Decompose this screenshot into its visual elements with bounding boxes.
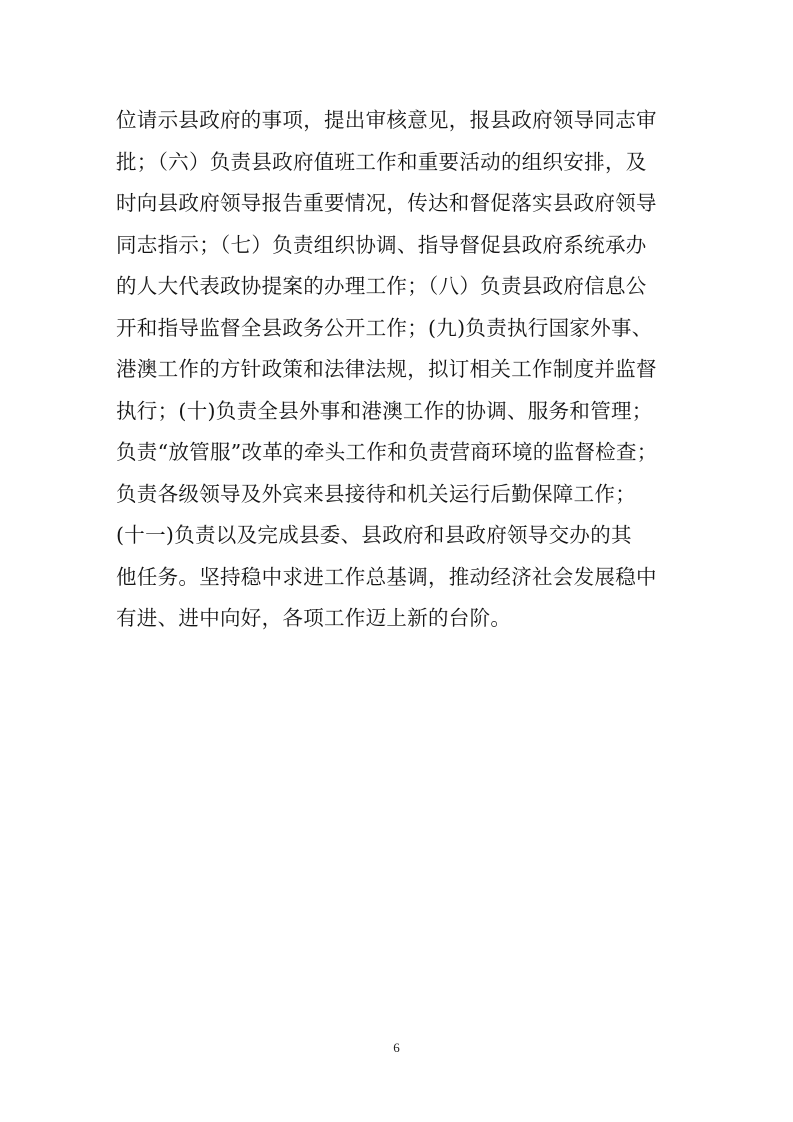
text-line: 他任务。坚持稳中求进工作总基调，推动经济社会发展稳中 — [116, 564, 657, 589]
text-line: (十一)负责以及完成县委、县政府和县政府领导交办的其 — [116, 523, 632, 547]
text-line: 有进、进中向好，各项工作迈上新的台阶。 — [116, 606, 512, 630]
text-line: 港澳工作的方针政策和法律法规，拟订相关工作制度并监督 — [116, 357, 657, 381]
text-line: 时向县政府领导报告重要情况，传达和督促落实县政府领导 — [116, 191, 657, 215]
text-line: 开和指导监督全县政务公开工作；(九)负责执行国家外事、 — [116, 315, 653, 340]
text-line: 批；（六）负责县政府值班工作和重要活动的组织安排，及 — [116, 149, 647, 174]
text-line: 负责各级领导及外宾来县接待和机关运行后勤保障工作； — [116, 481, 636, 506]
text-line: 负责“放管服”改革的牵头工作和负责营商环境的监督检查； — [116, 440, 658, 464]
text-line: 同志指示；（七）负责组织协调、指导督促县政府系统承办 — [116, 232, 647, 257]
text-line: 位请示县政府的事项，提出审核意见，报县政府领导同志审 — [116, 108, 657, 132]
text-line: 的人大代表政协提案的办理工作；（八）负责县政府信息公 — [116, 274, 647, 298]
text-line: 执行；(十)负责全县外事和港澳工作的协调、服务和管理； — [116, 398, 653, 423]
body-paragraph — [116, 100, 686, 640]
page-number: 6 — [393, 1040, 400, 1055]
